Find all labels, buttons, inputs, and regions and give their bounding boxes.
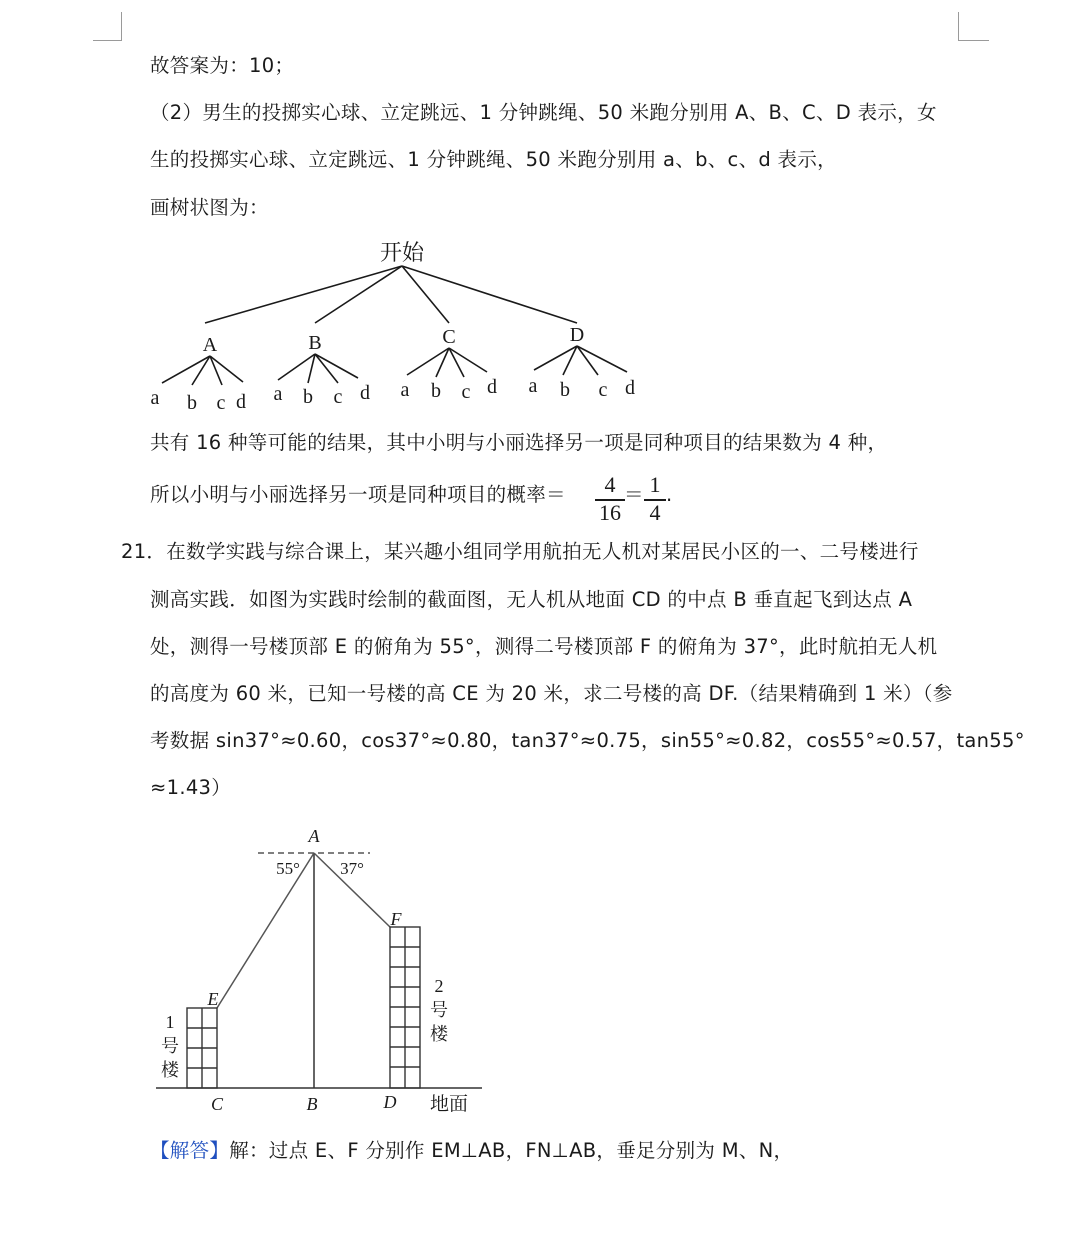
branch-label: B [308,332,322,354]
leaf: a [150,387,160,409]
label-C: C [210,1094,224,1114]
prob-prefix: 所以小明与小丽选择另一项是同种项目的概率＝ [150,483,566,506]
part2-line1: （2）男生的投掷实心球、立定跳远、1 分钟跳绳、50 米跑分别用 A、B、C、D 表示，女 [150,101,937,124]
angle-55: 55° [276,859,300,878]
bldg1-char: 楼 [161,1060,179,1080]
leaf: d [625,377,635,399]
solution-tag: 【解答】 [150,1139,230,1162]
bldg2-char: 楼 [430,1024,448,1044]
leaf: d [360,382,370,404]
leaf: b [431,380,441,402]
label-F: F [390,909,402,929]
building-figure [150,822,490,1122]
crop-mark-left [93,12,122,41]
label-E: E [207,989,219,1009]
label-A: A [308,826,320,846]
q21-line6: ≈1.43） [150,776,232,799]
leaf: c [598,379,608,401]
bldg2-char: 号 [430,1000,448,1020]
leaf: c [333,386,343,408]
frac2-numerator: 1 [649,472,661,497]
tree-root: 开始 [379,240,425,265]
leaf: b [187,392,197,414]
building-1 [187,1008,217,1088]
frac1-denominator: 16 [599,500,621,525]
label-B: B [306,1094,318,1114]
frac1-numerator: 4 [604,472,616,497]
branch-D [529,324,635,401]
result-line: 共有 16 种等可能的结果，其中小明与小丽选择另一项是同种项目的结果数为 4 种， [150,431,888,454]
bldg2-number: 2 [434,976,444,996]
branch-label: A [202,334,218,356]
q21-line3: 处，测得一号楼顶部 E 的俯角为 55°，测得二号楼顶部 F 的俯角为 37°，此时航拍无人机 [150,635,938,658]
leaf: a [273,383,283,405]
label-ground: 地面 [429,1094,469,1115]
crop-mark-right [958,12,989,41]
leaf: c [461,381,471,403]
part2-line2: 生的投掷实心球、立定跳远、1 分钟跳绳、50 米跑分别用 a、b、c、d 表示， [150,148,837,171]
leaf: d [487,376,497,398]
answer-line: 故答案为：10； [150,54,295,77]
branch-label: C [442,326,456,348]
leaf: c [216,392,226,414]
tree-intro: 画树状图为： [150,196,269,219]
solution-line [150,1139,793,1163]
bldg1-number: 1 [165,1012,175,1032]
leaf: a [400,379,410,401]
tree-diagram [140,230,700,420]
branch-A [151,334,246,414]
leaf: b [560,379,570,401]
branch-label: D [569,324,585,346]
q21-line2: 测高实践．如图为实践时绘制的截面图，无人机从地面 CD 的中点 B 垂直起飞到达点 A [150,588,913,611]
branch-C [401,326,497,403]
bldg1-char: 号 [161,1036,179,1056]
building-2 [390,927,420,1088]
leaf: d [236,391,246,413]
branch-B [274,332,370,408]
period: . [666,483,673,506]
frac2-denominator: 4 [649,500,661,525]
q21-line4: 的高度为 60 米，已知一号楼的高 CE 为 20 米，求二号楼的高 DF.（结果精确到 1 米）（参 [150,682,953,705]
solution-text: 解：过点 E、F 分别作 EM⊥AB，FN⊥AB，垂足分别为 M、N， [229,1139,794,1162]
label-D: D [383,1092,397,1112]
leaf: b [303,386,313,408]
q21-line5: 考数据 sin37°≈0.60，cos37°≈0.80，tan37°≈0.75，sin55°≈0.82，cos55°≈0.57，tan55° [150,729,1025,752]
equals-sign: ＝ [624,483,644,506]
q21-line1: 21．在数学实践与综合课上，某兴趣小组同学用航拍无人机对某居民小区的一、二号楼进行 [121,540,919,563]
leaf: a [528,375,538,397]
angle-37: 37° [340,859,364,878]
tree-root-edges [205,266,577,323]
